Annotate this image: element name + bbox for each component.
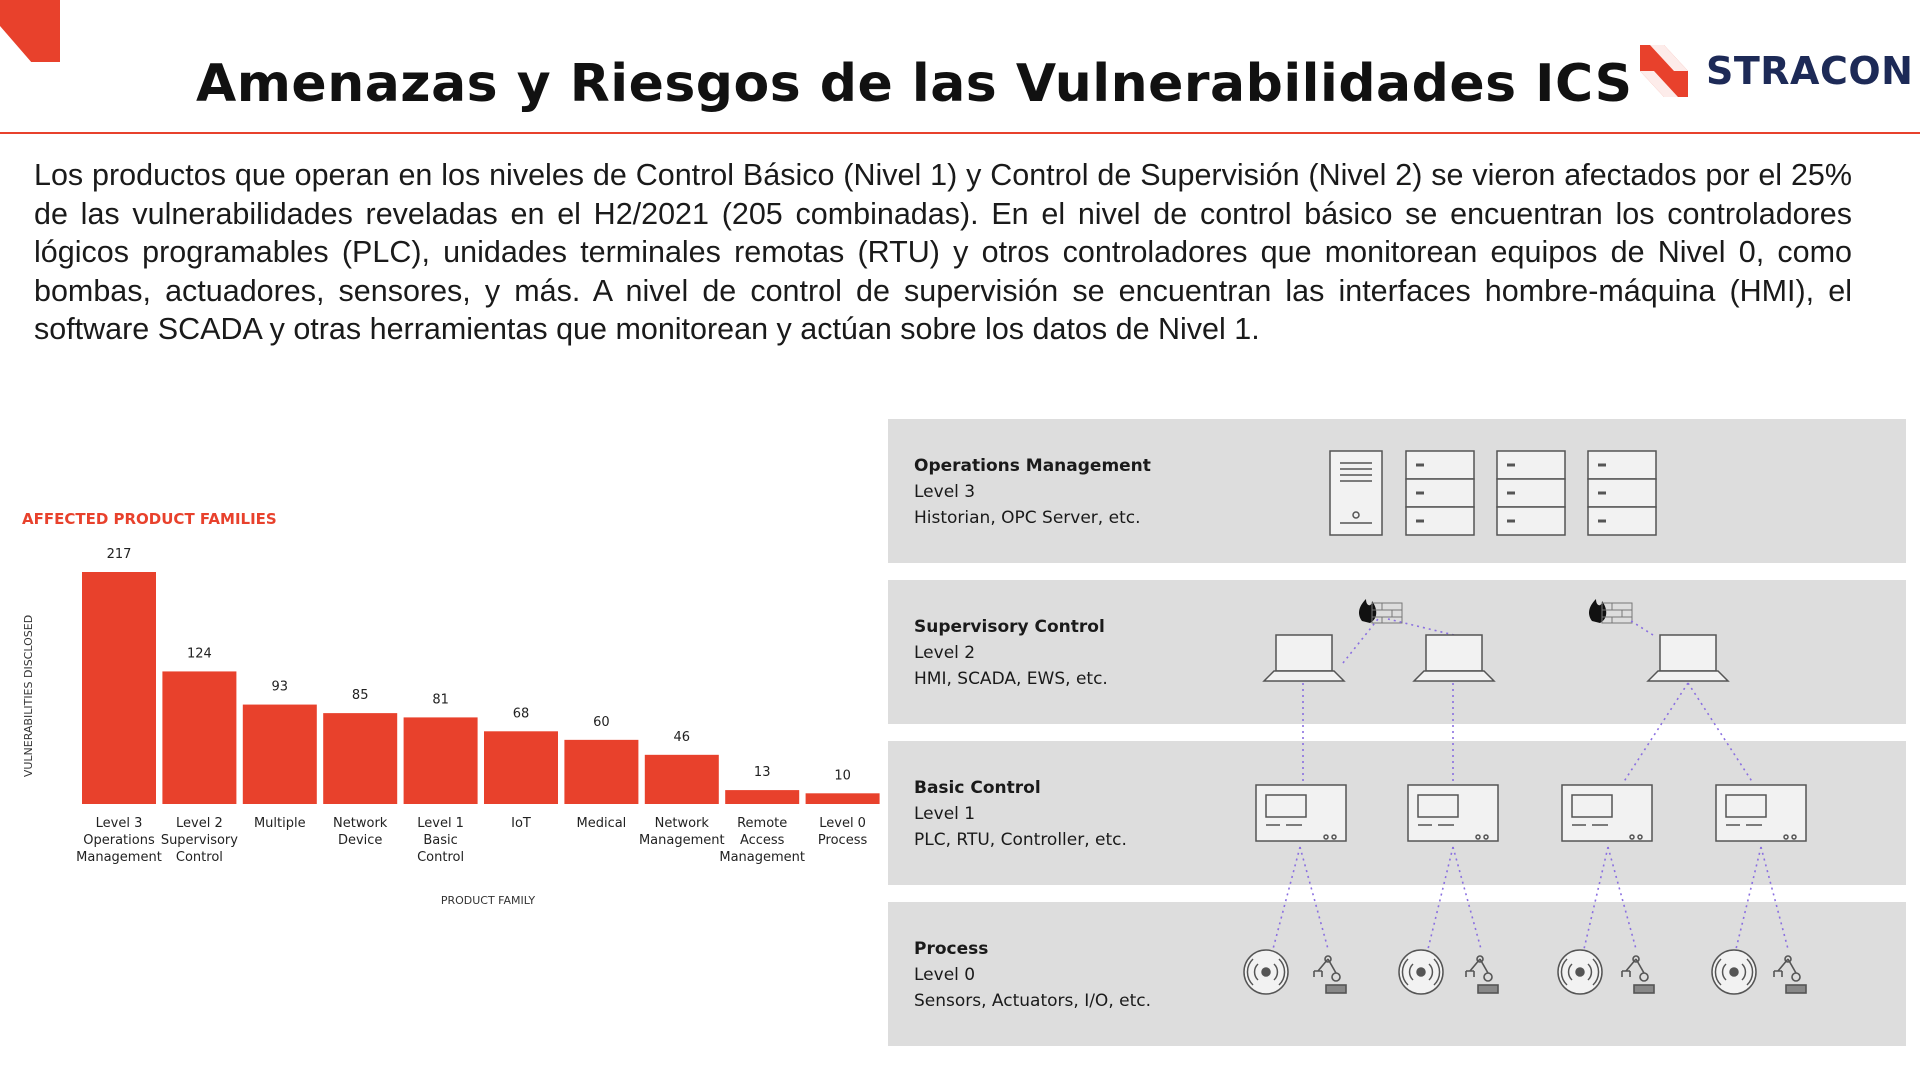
controller-icon <box>1716 785 1806 841</box>
robot-arm-icon <box>1314 956 1346 993</box>
bar <box>484 731 558 804</box>
stracon-logo <box>1636 42 1913 100</box>
level-title: Basic Control <box>914 778 1041 798</box>
server-rack-icon <box>1497 451 1565 535</box>
y-axis-label: VULNERABILITIES DISCLOSED <box>22 614 35 778</box>
data-label: 124 <box>186 646 212 662</box>
level-label: Level 3 <box>914 482 976 502</box>
category-label: Operations <box>83 833 155 848</box>
data-label: 13 <box>753 765 771 781</box>
level-desc: PLC, RTU, Controller, etc. <box>914 830 1127 850</box>
controller-icon <box>1408 785 1498 841</box>
level-label: Level 0 <box>914 965 976 985</box>
category-label: Level 1 <box>417 816 464 831</box>
data-label: 85 <box>351 688 369 704</box>
robot-arm-icon <box>1466 956 1498 993</box>
sensor-icon <box>1399 950 1443 994</box>
data-label: 81 <box>432 692 449 708</box>
category-label: Basic <box>423 833 458 848</box>
category-label: Medical <box>576 816 627 831</box>
level-title: Operations Management <box>914 456 1151 476</box>
data-label: 68 <box>512 706 530 722</box>
category-label: Network <box>654 816 709 831</box>
category-label: Process <box>817 833 868 848</box>
controller-icon <box>1562 785 1652 841</box>
controller-icon <box>1256 785 1346 841</box>
server-rack-icon <box>1406 451 1474 535</box>
laptop-icon <box>1264 635 1344 681</box>
intro-paragraph: Los productos que operan en los niveles de Control Básico (Nivel 1) y Control de Supervisión (Nivel 2) se vieron afectados por el 25% de las vulnerabilidades reveladas en el H2/2021 (205 combinadas). En el nivel de control básico se encuentran los controladores lógicos programables (PLC), unidades terminales remotas (RTU) y otros controladores que monitorean equipos de Nivel 0, como bombas, actuadores, sensores, y más. A nivel de control de supervisión se encuentran las interfaces hombre-máquina (HMI), el software SCADA y otras herramientas que monitorean y actúan sobre los datos de Nivel 1. <box>34 158 1852 347</box>
sensor-icon <box>1244 950 1288 994</box>
level-title: Supervisory Control <box>914 617 1105 637</box>
robot-arm-icon <box>1622 956 1654 993</box>
bar <box>564 740 638 804</box>
stracon-logo-icon <box>1636 43 1692 99</box>
page-title: Amenazas y Riesgos de las Vulnerabilidades ICS <box>196 54 1633 114</box>
category-label: Level 3 <box>95 816 143 831</box>
bar <box>162 671 236 804</box>
x-axis-label: PRODUCT FAMILY <box>440 894 536 907</box>
level-desc: Historian, OPC Server, etc. <box>914 508 1141 528</box>
category-label: Remote <box>737 816 788 831</box>
bar <box>404 717 478 804</box>
category-label: Level 0 <box>819 816 866 831</box>
level-title: Process <box>914 939 989 959</box>
firewall-icon <box>1359 599 1402 623</box>
laptop-icon <box>1648 635 1728 681</box>
level-desc: HMI, SCADA, EWS, etc. <box>914 669 1108 689</box>
level-label: Level 2 <box>914 643 976 663</box>
bar <box>806 793 880 804</box>
ics-levels-diagram <box>888 419 1906 1045</box>
data-label: 60 <box>593 714 610 730</box>
robot-arm-icon <box>1774 956 1806 993</box>
sensor-icon <box>1712 950 1756 994</box>
category-label: Level 2 <box>176 816 223 831</box>
server-rack-icon <box>1588 451 1656 535</box>
bar <box>243 705 317 804</box>
bar <box>323 713 397 804</box>
category-label: Multiple <box>253 816 306 831</box>
diagram-icons <box>888 419 1906 1045</box>
corner-accent <box>0 0 60 62</box>
data-label: 217 <box>106 547 132 562</box>
firewall-icon <box>1589 599 1632 623</box>
bar <box>82 572 156 804</box>
category-label: Management <box>76 850 162 865</box>
category-label: Control <box>417 850 465 865</box>
sensor-icon <box>1558 950 1602 994</box>
level-desc: Sensors, Actuators, I/O, etc. <box>914 991 1151 1011</box>
category-label: Management <box>638 833 725 848</box>
category-label: Device <box>337 833 383 848</box>
category-label: Control <box>175 850 223 865</box>
level-label: Level 1 <box>914 804 976 824</box>
laptop-icon <box>1414 635 1494 681</box>
data-label: 46 <box>673 729 691 745</box>
data-label: 10 <box>834 768 851 784</box>
chart-title: AFFECTED PRODUCT FAMILIES <box>22 510 277 528</box>
data-label: 93 <box>271 679 289 695</box>
category-label: Supervisory <box>160 833 238 848</box>
bar <box>725 790 799 804</box>
bar <box>645 755 719 804</box>
header-divider <box>0 132 1920 134</box>
category-label: Network <box>333 816 388 831</box>
category-label: Access <box>739 833 785 848</box>
category-label: IoT <box>511 816 531 831</box>
logo-text: STRACON <box>1706 49 1914 93</box>
server-tower-icon <box>1330 451 1382 535</box>
category-label: Management <box>719 850 806 865</box>
bar-chart <box>0 490 890 920</box>
